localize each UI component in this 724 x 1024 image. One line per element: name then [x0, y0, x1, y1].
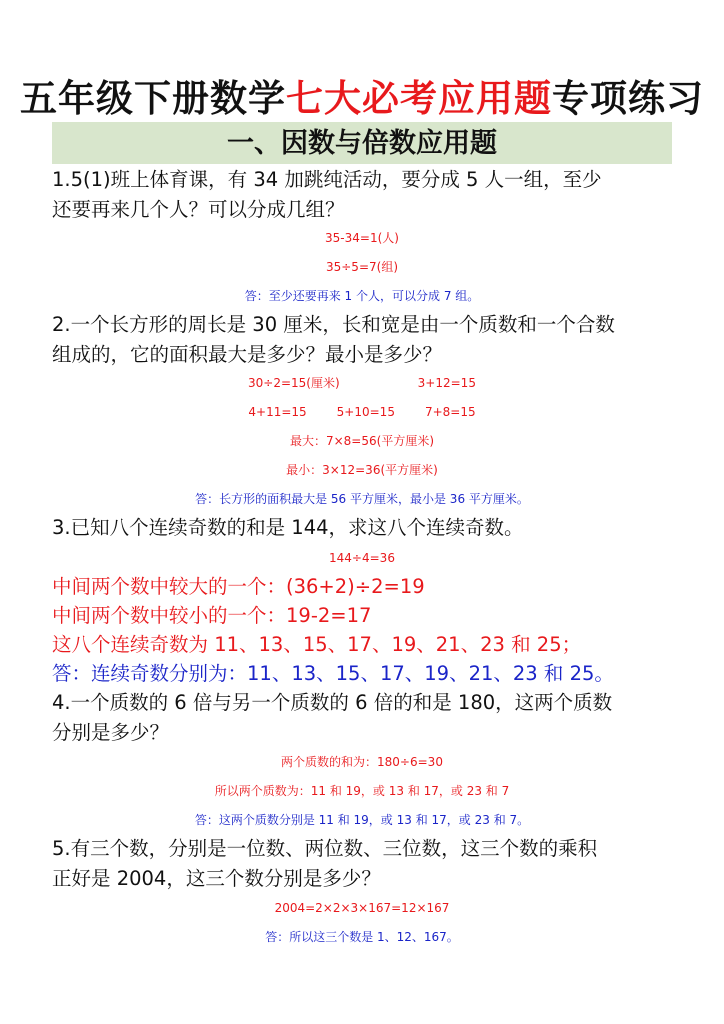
title-part-3: 专项练习 [552, 77, 704, 120]
problem-3-work-3: 这八个连续奇数为 11、13、15、17、19、21、23 和 25； [52, 633, 582, 656]
problem-2-work-row-1-a: 30÷2=15(厘米) [248, 376, 340, 390]
title-part-1: 五年级下册数学 [20, 77, 286, 120]
problem-2-work-min: 最小：3×12=36(平方厘米) [286, 463, 438, 477]
problem-2-work-row-1-b: 3+12=15 [417, 376, 476, 390]
problem-3-work-1: 中间两个数中较大的一个：(36+2)÷2=19 [52, 575, 425, 598]
problem-1-answer: 答：至少还要再来 1 个人，可以分成 7 组。 [244, 289, 480, 303]
problem-2-work-row-2 [0, 398, 724, 426]
problem-3-work-2: 中间两个数中较小的一个：19-2=17 [52, 604, 372, 627]
problem-1-question-line-1: 1.5(1)班上体育课，有 34 加跳纯活动，要分成 5 人一组，至少 [52, 168, 602, 191]
problem-4-question-line-1: 4.一个质数的 6 倍与另一个质数的 6 倍的和是 180，这两个质数 [52, 691, 613, 714]
problem-2-work-max: 最大：7×8=56(平方厘米) [289, 434, 434, 448]
section-heading: 一、因数与倍数应用题 [52, 122, 672, 164]
problem-2-work-row-2-c: 7+8=15 [424, 405, 476, 419]
problem-4-work-2: 所以两个质数为：11 和 19，或 13 和 17，或 23 和 7 [214, 784, 510, 798]
problem-5-work-1: 2004=2×2×3×167=12×167 [274, 901, 450, 915]
problem-1-work-1: 35-34=1(人) [325, 231, 399, 245]
problem-2-work-row-2-a: 4+11=15 [248, 405, 307, 419]
title-part-2: 七大必考应用题 [286, 77, 552, 120]
problem-2-question-line-2: 组成的，它的面积最大是多少？最小是多少？ [52, 343, 443, 366]
problem-5-answer: 答：所以这三个数是 1、12、167。 [265, 930, 459, 944]
problem-4-work-1: 两个质数的和为：180÷6=30 [281, 755, 443, 769]
problem-3-question-line-1: 3.已知八个连续奇数的和是 144，求这八个连续奇数。 [52, 516, 524, 539]
problem-1-question-line-2: 还要再来几个人？可以分成几组？ [52, 198, 345, 221]
problem-3-work-center: 144÷4=36 [329, 551, 395, 565]
problem-4-answer: 答：这两个质数分别是 11 和 19，或 13 和 17，或 23 和 7。 [194, 813, 530, 827]
problem-2-question-line-1: 2.一个长方形的周长是 30 厘米，长和宽是由一个质数和一个合数 [52, 313, 615, 336]
problem-5-question-line-2: 正好是 2004，这三个数分别是多少？ [52, 867, 381, 890]
problem-4-question-line-2: 分别是多少？ [52, 721, 170, 744]
page-title [0, 68, 724, 122]
problem-3-answer: 答：连续奇数分别为：11、13、15、17、19、21、23 和 25。 [52, 662, 614, 685]
problem-2-work-row-1 [0, 369, 724, 397]
problem-5-question-line-1: 5.有三个数，分别是一位数、两位数、三位数，这三个数的乘积 [52, 837, 598, 860]
problem-2-work-row-2-b: 5+10=15 [336, 405, 395, 419]
problem-2-answer: 答：长方形的面积最大是 56 平方厘米，最小是 36 平方厘米。 [195, 492, 529, 506]
problem-1-work-2: 35÷5=7(组) [325, 260, 398, 274]
